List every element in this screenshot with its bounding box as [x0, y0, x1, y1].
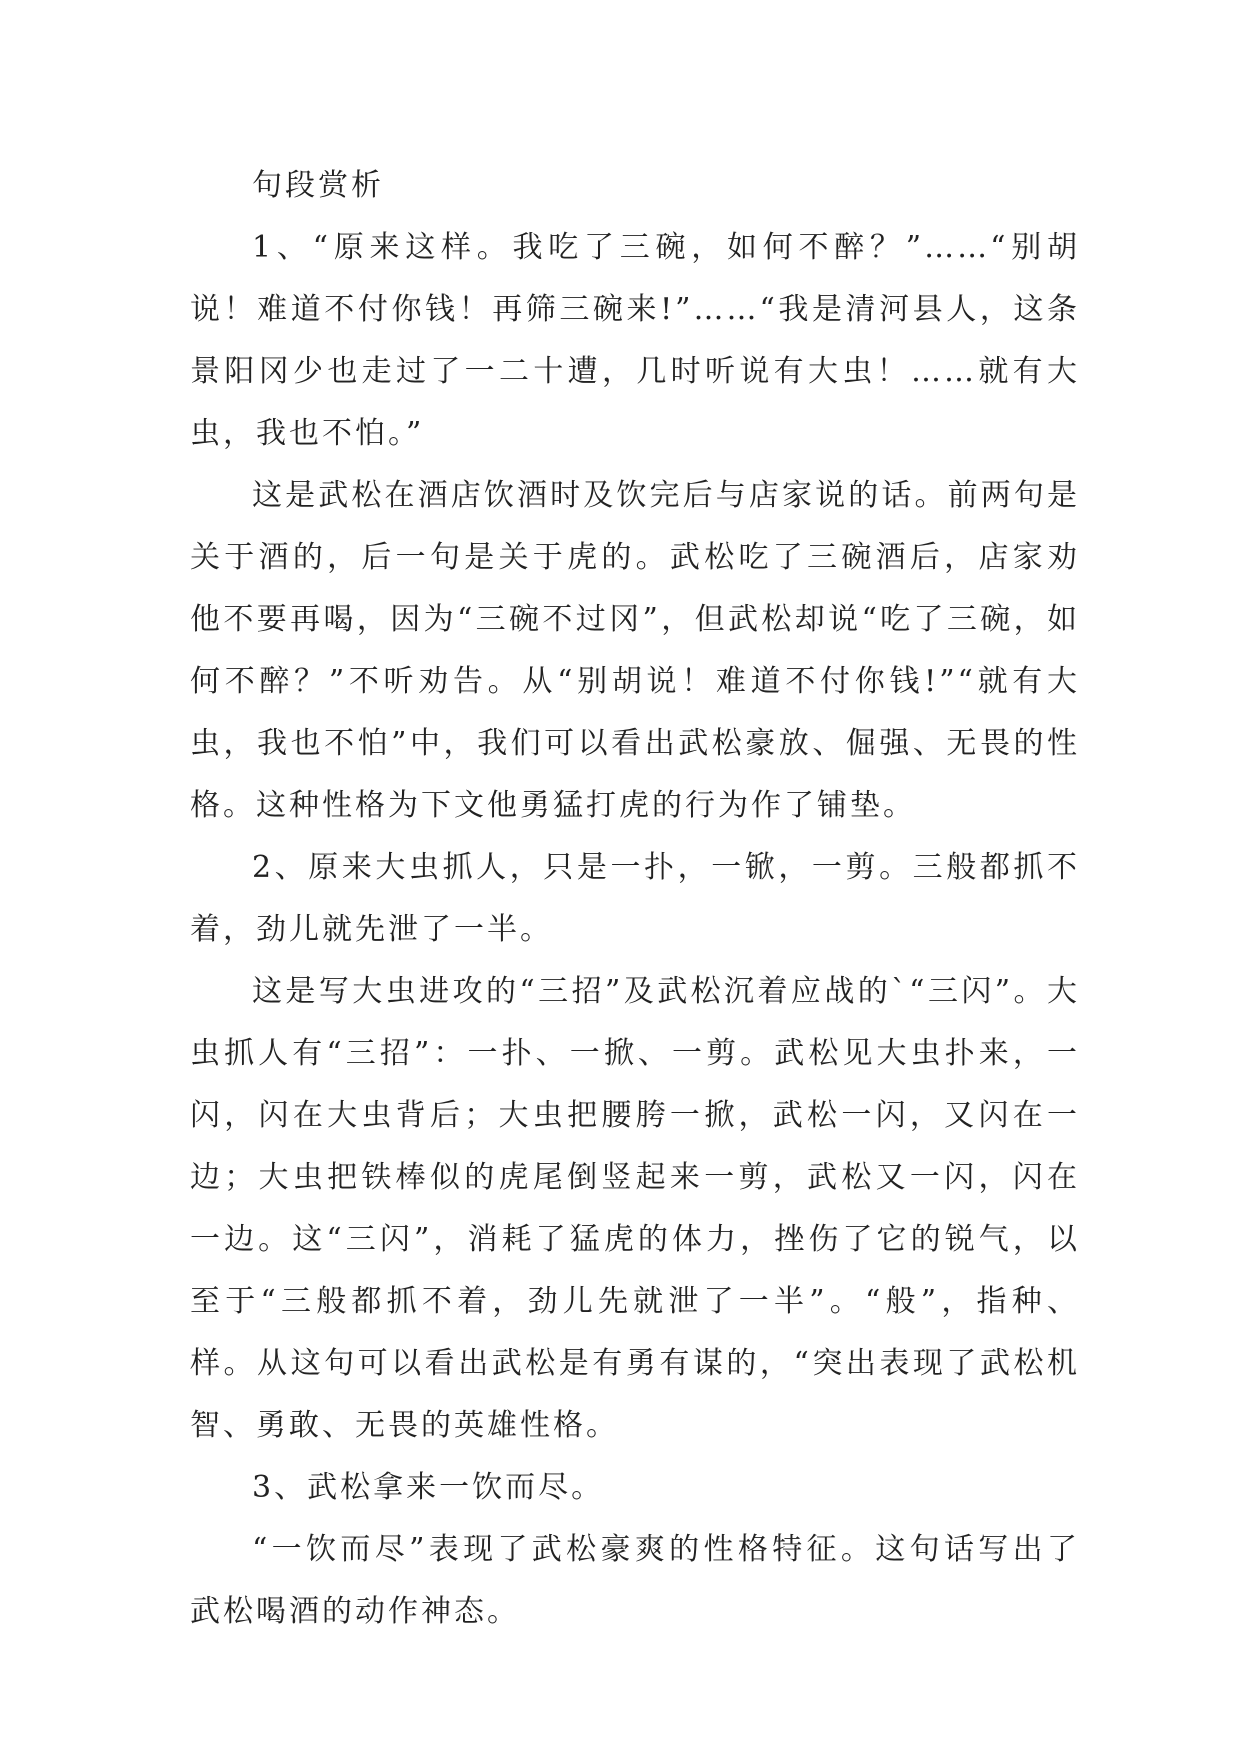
document-body: [190, 155, 1080, 1643]
paragraph-analysis-1: 这是武松在酒店饮酒时及饮完后与店家说的话。前两句是关于酒的，后一句是关于虎的。武松吃了三碗酒后，店家劝他不要再喝，因为“三碗不过冈”，但武松却说“吃了三碗，如何不醉？”不听劝告。从“别胡说！难道不付你钱!”“就有大虫，我也不怕”中，我们可以看出武松豪放、倔强、无畏的性格。这种性格为下文他勇猛打虎的行为作了铺垫。: [190, 478, 1080, 823]
paragraph-quote-1: 1、“原来这样。我吃了三碗，如何不醉？”……“别胡说！难道不付你钱！再筛三碗来!”……“我是清河县人，这条景阳冈少也走过了一二十遭，几时听说有大虫！……就有大虫，我也不怕。”: [190, 230, 1080, 451]
section-heading: 句段赏析: [252, 168, 384, 203]
paragraph-quote-3: 3、武松拿来一饮而尽。: [252, 1470, 605, 1505]
paragraph-quote-2: 2、原来大虫抓人，只是一扑，一锨，一剪。三般都抓不着，劲儿就先泄了一半。: [190, 850, 1080, 947]
paragraph-analysis-2: 这是写大虫进攻的“三招”及武松沉着应战的`“三闪”。大虫抓人有“三招”：一扑、一掀、一剪。武松见大虫扑来，一闪，闪在大虫背后；大虫把腰胯一掀，武松一闪，又闪在一边；大虫把铁棒似的虎尾倒竖起来一剪，武松又一闪，闪在一边。这“三闪”，消耗了猛虎的体力，挫伤了它的锐气，以至于“三般都抓不着，劲儿先就泄了一半”。“般”，指种、样。从这句可以看出武松是有勇有谋的，“突出表现了武松机智、勇敢、无畏的英雄性格。: [190, 974, 1080, 1443]
paragraph-analysis-3: “一饮而尽”表现了武松豪爽的性格特征。这句话写出了武松喝酒的动作神态。: [190, 1532, 1080, 1629]
